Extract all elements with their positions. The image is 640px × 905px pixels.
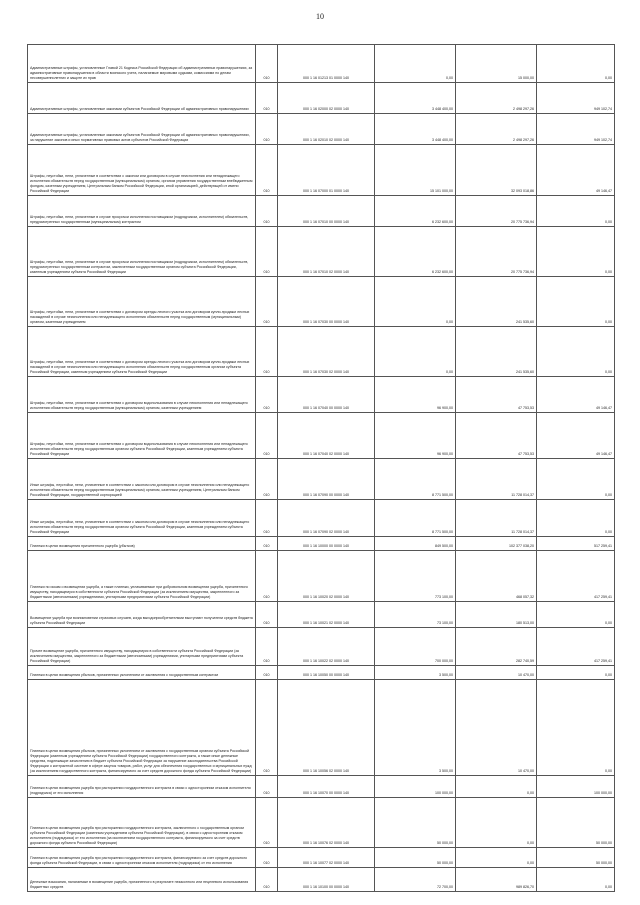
row-classification-code: 000 1 16 10100 00 0000 140 (278, 867, 375, 891)
row-description: Прочее возмещение ущерба, причиненного имуществу, находящемуся в собственности субъекта Российской Федерации (за исключением имущества, закрепленного за бюджетными (автономными) учреждениями, унитарными предприятиями субъекта Российской Федерации) (28, 627, 256, 665)
table-row (28, 145, 615, 195)
table-row (28, 627, 615, 665)
row-planned-amount: 3 448 400,00 (375, 83, 456, 114)
row-remaining-amount: 49 146,47 (537, 377, 615, 413)
row-classification-code: 000 1 16 02010 02 0000 140 (278, 114, 375, 145)
row-remaining-amount: 50 000,00 (537, 797, 615, 847)
row-remaining-amount: 517 259,41 (537, 536, 615, 550)
row-admin-code: 010 (256, 499, 278, 536)
row-description: Административные штрафы, установленные законами субъектов Российской Федерации об административных правонарушениях (28, 83, 256, 114)
row-admin-code: 010 (256, 847, 278, 867)
row-classification-code: 000 1 16 10076 02 0000 140 (278, 797, 375, 847)
row-executed-amount: 0,00 (456, 776, 537, 797)
row-remaining-amount: 49 146,47 (537, 413, 615, 459)
row-classification-code: 000 1 16 10050 00 0000 140 (278, 666, 375, 680)
row-admin-code: 010 (256, 45, 278, 83)
row-remaining-amount: 0,00 (537, 680, 615, 776)
table-row (28, 536, 615, 550)
table-row (28, 413, 615, 459)
row-admin-code: 010 (256, 867, 278, 891)
row-admin-code: 010 (256, 377, 278, 413)
row-admin-code: 010 (256, 276, 278, 326)
row-admin-code: 010 (256, 326, 278, 376)
table-row (28, 114, 615, 145)
row-admin-code: 010 (256, 627, 278, 665)
row-planned-amount: 96 900,00 (375, 413, 456, 459)
row-classification-code: 000 1 16 07030 00 0000 140 (278, 276, 375, 326)
row-admin-code: 010 (256, 226, 278, 276)
table-row (28, 459, 615, 499)
row-executed-amount: 47 753,53 (456, 377, 537, 413)
row-description: Штрафы, неустойки, пени, уплаченные в соответствии с договором аренды лесного участка или договором купли-продажи лесных насаждений в случае неисполнения или ненадлежащего исполнения обязательств перед государственным органом субъекта Российской Федерации, казенным учреждением субъекта Российской Федерации (28, 326, 256, 376)
row-planned-amount: 72 700,00 (375, 867, 456, 891)
table-row (28, 847, 615, 867)
row-executed-amount: 20 775 736,94 (456, 195, 537, 226)
row-description: Платежи в целях возмещения убытков, причиненных уклонением от заключения с государственным органом субъекта Российской Федерации (казенным учреждением субъекта Российской Федерации) государственного контракта, а также иные денежные средства, подлежащие зачислению в бюджет субъекта Российской Федерации за нарушение законодательства Российской Федерации о контрактной системе в сфере закупок товаров, работ, услуг для обеспечения государственных и муниципальных нужд (за исключением государственного контракта, финансируемого за счет средств дорожного фонда субъекта Российской Федерации) (28, 680, 256, 776)
table-row (28, 550, 615, 601)
row-remaining-amount: 0,00 (537, 459, 615, 499)
row-planned-amount: 849 500,00 (375, 536, 456, 550)
row-executed-amount: 20 775 736,94 (456, 226, 537, 276)
row-remaining-amount: 417 259,41 (537, 627, 615, 665)
row-executed-amount: 241 535,60 (456, 276, 537, 326)
row-admin-code: 010 (256, 83, 278, 114)
row-executed-amount: 2 498 297,26 (456, 114, 537, 145)
row-executed-amount: 468 057,32 (456, 550, 537, 601)
row-admin-code: 010 (256, 145, 278, 195)
page-number: 10 (316, 12, 324, 21)
row-remaining-amount: 100 000,00 (537, 776, 615, 797)
row-planned-amount: 96 900,00 (375, 377, 456, 413)
row-planned-amount: 8 771 500,00 (375, 459, 456, 499)
row-remaining-amount: 0,00 (537, 867, 615, 891)
table-row (28, 601, 615, 627)
row-remaining-amount: 949 102,74 (537, 83, 615, 114)
table-row (28, 666, 615, 680)
table-row (28, 499, 615, 536)
row-description: Штрафы, неустойки, пени, уплаченные в соответствии с договором водопользования в случае неисполнения или ненадлежащего исполнения обязательств перед государственным (муниципальным) органом, казенным учреждением (28, 377, 256, 413)
row-planned-amount: 73 100,00 (375, 601, 456, 627)
row-description: Возмещение ущерба при возникновении страховых случаев, когда выгодоприобретателями выступают получатели средств бюджета субъекта Российской Федерации (28, 601, 256, 627)
table-row (28, 226, 615, 276)
row-remaining-amount: 0,00 (537, 276, 615, 326)
row-classification-code: 000 1 16 10000 00 0000 140 (278, 536, 375, 550)
row-remaining-amount: 0,00 (537, 195, 615, 226)
row-planned-amount: 700 000,00 (375, 627, 456, 665)
row-description: Административные штрафы, установленные законами субъектов Российской Федерации об административных правонарушениях, за нарушение законов и иных нормативных правовых актов субъектов Российской Федерации (28, 114, 256, 145)
row-planned-amount: 773 100,00 (375, 550, 456, 601)
row-remaining-amount: 0,00 (537, 326, 615, 376)
row-executed-amount: 10 470,00 (456, 666, 537, 680)
row-planned-amount: 50 000,00 (375, 847, 456, 867)
row-executed-amount: 32 093 018,86 (456, 145, 537, 195)
row-classification-code: 000 1 16 07040 00 0000 140 (278, 377, 375, 413)
row-admin-code: 010 (256, 776, 278, 797)
row-description: Штрафы, неустойки, пени, уплаченные в случае просрочки исполнения поставщиком (подрядчиком, исполнителем) обязательств, предусмотренных государственным контрактом, заключенным государственным органом субъекта Российской Федерации, казенным учреждением субъекта Российской Федерации (28, 226, 256, 276)
row-executed-amount: 180 513,00 (456, 601, 537, 627)
row-planned-amount: 3 500,00 (375, 666, 456, 680)
row-planned-amount: 6 232 600,00 (375, 226, 456, 276)
row-admin-code: 010 (256, 536, 278, 550)
row-planned-amount: 50 000,00 (375, 797, 456, 847)
row-classification-code: 000 1 16 07000 01 0000 140 (278, 145, 375, 195)
row-remaining-amount: 949 102,74 (537, 114, 615, 145)
row-description: Платежи в целях возмещения причиненного ущерба (убытков) (28, 536, 256, 550)
row-classification-code: 000 1 16 07040 02 0000 140 (278, 413, 375, 459)
row-admin-code: 010 (256, 195, 278, 226)
row-description: Иные штрафы, неустойки, пени, уплаченные в соответствии с законом или договором в случае неисполнения или ненадлежащего исполнения обязательств перед государственным (муниципальным) органом, казенным учреждением, Центральным банком Российской Федерации, государственной корпорацией (28, 459, 256, 499)
row-planned-amount: 15 101 000,00 (375, 145, 456, 195)
row-executed-amount: 0,00 (456, 797, 537, 847)
row-planned-amount: 0,00 (375, 326, 456, 376)
row-planned-amount: 6 232 600,00 (375, 195, 456, 226)
row-executed-amount: 47 753,53 (456, 413, 537, 459)
row-classification-code: 000 1 16 07090 02 0000 140 (278, 499, 375, 536)
row-executed-amount: 282 740,59 (456, 627, 537, 665)
table-row (28, 195, 615, 226)
table-row (28, 45, 615, 83)
row-classification-code: 000 1 16 01213 01 0000 140 (278, 45, 375, 83)
row-classification-code: 000 1 16 02000 02 0000 140 (278, 83, 375, 114)
row-planned-amount: 8 771 500,00 (375, 499, 456, 536)
row-remaining-amount: 50 000,00 (537, 847, 615, 867)
row-remaining-amount: 0,00 (537, 226, 615, 276)
row-executed-amount: 11 728 014,37 (456, 459, 537, 499)
row-description: Штрафы, неустойки, пени, уплаченные в соответствии с договором аренды лесного участка или договором купли-продажи лесных насаждений в случае неисполнения или ненадлежащего исполнения обязательств перед государственным (муниципальным) органом, казенным учреждением (28, 276, 256, 326)
row-classification-code: 000 1 16 10056 02 0000 140 (278, 680, 375, 776)
row-classification-code: 000 1 16 10020 02 0000 140 (278, 550, 375, 601)
row-remaining-amount: 0,00 (537, 601, 615, 627)
row-classification-code: 000 1 16 07030 02 0000 140 (278, 326, 375, 376)
row-planned-amount: 0,00 (375, 276, 456, 326)
row-executed-amount: 102 377 038,20 (456, 536, 537, 550)
row-executed-amount: 989 826,70 (456, 867, 537, 891)
table-row (28, 776, 615, 797)
row-admin-code: 010 (256, 666, 278, 680)
row-description: Штрафы, неустойки, пени, уплаченные в случае просрочки исполнения поставщиком (подрядчиком, исполнителем) обязательств, предусмотренных государственным (муниципальным) контрактом (28, 195, 256, 226)
row-planned-amount: 3 448 400,00 (375, 114, 456, 145)
row-classification-code: 000 1 16 10070 00 0000 140 (278, 776, 375, 797)
row-executed-amount: 10 470,00 (456, 680, 537, 776)
row-classification-code: 000 1 16 07010 00 0000 140 (278, 195, 375, 226)
row-description: Штрафы, неустойки, пени, уплаченные в соответствии с законом или договором в случае неисполнения или ненадлежащего исполнения обязательств перед государственным (муниципальным) органом, органом управления государственным внебюджетным фондом, казенным учреждением, Центральным банком Российской Федерации, иной организацией, действующей от имени Российской Федерации (28, 145, 256, 195)
row-executed-amount: 0,00 (456, 847, 537, 867)
row-planned-amount: 100 000,00 (375, 776, 456, 797)
table-row (28, 797, 615, 847)
row-description: Иные штрафы, неустойки, пени, уплаченные в соответствии с законом или договором в случае неисполнения или ненадлежащего исполнения обязательств перед государственным органом субъекта Российской Федерации, казенным учреждением субъекта Российской Федерации (28, 499, 256, 536)
table-row (28, 867, 615, 891)
row-remaining-amount: 0,00 (537, 45, 615, 83)
row-remaining-amount: 0,00 (537, 666, 615, 680)
row-remaining-amount: 417 259,41 (537, 550, 615, 601)
budget-table (27, 44, 615, 892)
row-description: Платежи в целях возмещения убытков, причиненных уклонением от заключения с государственным контрактом (28, 666, 256, 680)
row-description: Платежи в целях возмещения ущерба при расторжении государственного контракта в связи с односторонним отказом исполнителя (подрядчика) от его исполнения (28, 776, 256, 797)
budget-table-body (28, 45, 615, 892)
row-planned-amount: 0,00 (375, 45, 456, 83)
row-admin-code: 010 (256, 459, 278, 499)
row-description: Штрафы, неустойки, пени, уплаченные в соответствии с договором водопользования в случае неисполнения или ненадлежащего исполнения обязательств перед государственным органом субъекта Российской Федерации, казенным учреждением субъекта Российской Федерации (28, 413, 256, 459)
row-admin-code: 010 (256, 550, 278, 601)
row-remaining-amount: 0,00 (537, 499, 615, 536)
table-row (28, 83, 615, 114)
row-description: Денежные взыскания, налагаемые в возмещение ущерба, причиненного в результате незаконного или нецелевого использования бюджетных средств (28, 867, 256, 891)
row-remaining-amount: 49 146,47 (537, 145, 615, 195)
row-classification-code: 000 1 16 10077 02 0000 140 (278, 847, 375, 867)
table-row (28, 680, 615, 776)
row-classification-code: 000 1 16 10022 02 0000 140 (278, 627, 375, 665)
row-admin-code: 010 (256, 680, 278, 776)
row-executed-amount: 241 535,60 (456, 326, 537, 376)
row-admin-code: 010 (256, 114, 278, 145)
row-admin-code: 010 (256, 601, 278, 627)
row-planned-amount: 3 500,00 (375, 680, 456, 776)
row-description: Платежи в целях возмещения ущерба при расторжении государственного контракта, финансируемого за счет средств дорожного фонда субъекта Российской Федерации, в связи с односторонним отказом исполнителя (подрядчика) от его исполнения (28, 847, 256, 867)
row-classification-code: 000 1 16 07010 02 0000 140 (278, 226, 375, 276)
row-executed-amount: 11 728 014,37 (456, 499, 537, 536)
row-classification-code: 000 1 16 10021 02 0000 140 (278, 601, 375, 627)
table-row (28, 377, 615, 413)
row-classification-code: 000 1 16 07090 00 0000 140 (278, 459, 375, 499)
row-description: Административные штрафы, установленные Главой 21 Кодекса Российской Федерации об административных правонарушениях, за административные правонарушения в области воинского учета, налагаемые мировыми судьями, комиссиями по делам несовершеннолетних и защите их прав (28, 45, 256, 83)
row-executed-amount: 2 498 297,26 (456, 83, 537, 114)
row-executed-amount: 15 000,00 (456, 45, 537, 83)
row-admin-code: 010 (256, 797, 278, 847)
row-description: Платежи по искам о возмещении ущерба, а также платежи, уплачиваемые при добровольном возмещении ущерба, причиненного имуществу, находящемуся в собственности субъекта Российской Федерации (за исключением имущества, закрепленного за бюджетными (автономными) учреждениями, унитарными предприятиями субъекта Российской Федерации) (28, 550, 256, 601)
table-row (28, 326, 615, 376)
row-description: Платежи в целях возмещения ущерба при расторжении государственного контракта, заключенного с государственным органом субъекта Российской Федерации (казенным учреждением субъекта Российской Федерации), в связи с односторонним отказом исполнителя (подрядчика) от его исполнения (за исключением государственного контракта, финансируемого за счет средств дорожного фонда субъекта Российской Федерации) (28, 797, 256, 847)
row-admin-code: 010 (256, 413, 278, 459)
table-row (28, 276, 615, 326)
